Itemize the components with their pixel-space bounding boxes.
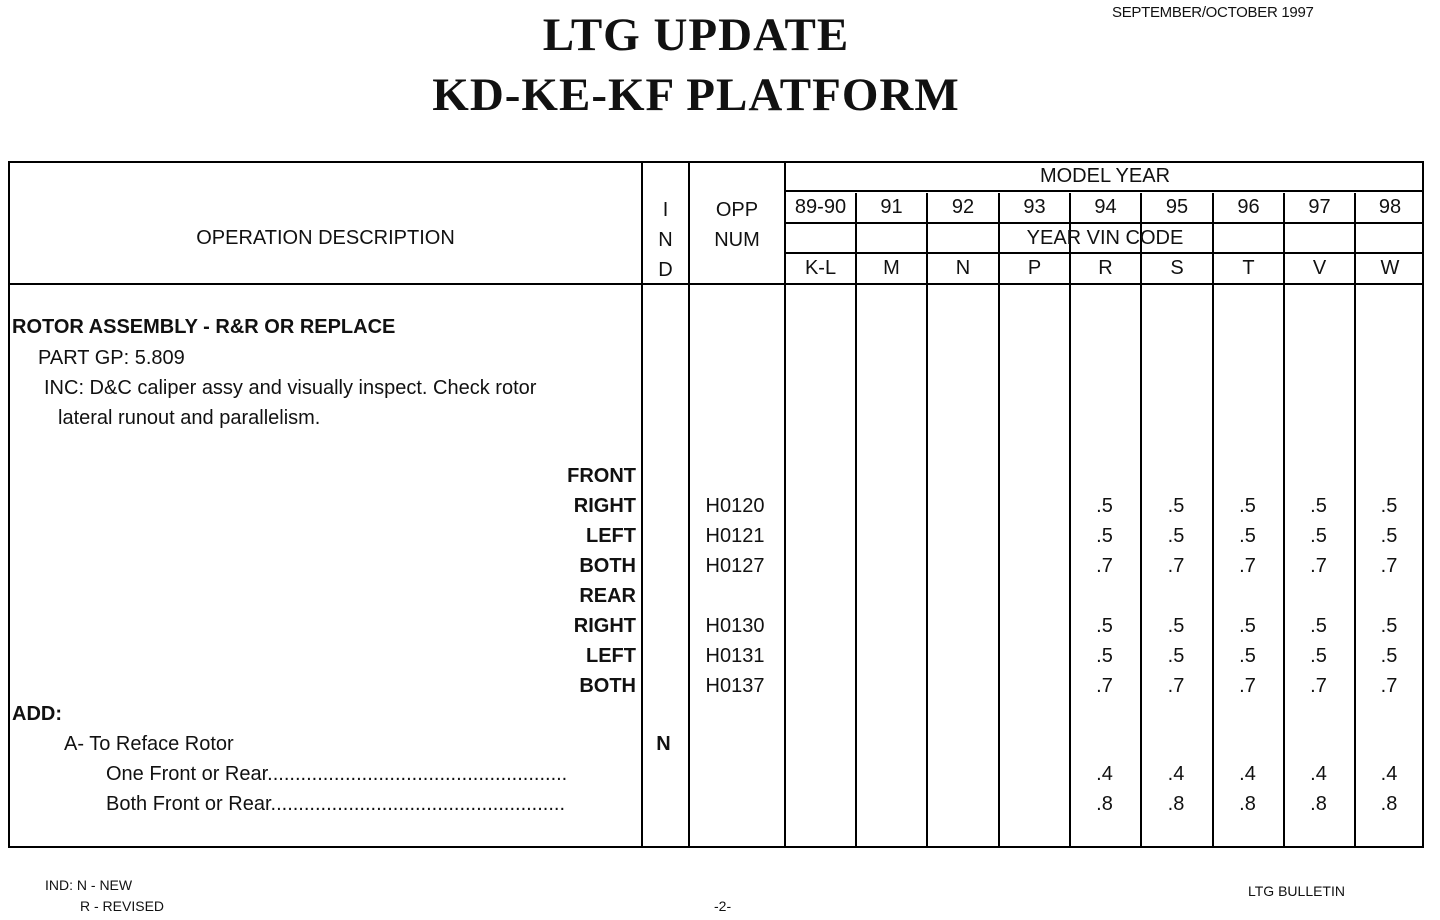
- vin-code-4: R: [1098, 257, 1113, 279]
- labor-time-value: .5: [1167, 645, 1185, 667]
- add-both-front-or-rear: Both Front or Rear.....................................................: [106, 793, 566, 815]
- header-opp: OPP: [715, 199, 759, 221]
- header-num: NUM: [714, 229, 760, 251]
- operation-number: H0121: [705, 525, 765, 547]
- labor-time-value: .5: [1380, 615, 1398, 637]
- add-labor-time-value: .4: [1310, 763, 1327, 785]
- header-operation-description: OPERATION DESCRIPTION: [196, 227, 455, 249]
- header-model-year: MODEL YEAR: [1039, 165, 1171, 187]
- vin-code-3: P: [1027, 257, 1042, 279]
- header-ind-n: N: [658, 229, 673, 251]
- operation-number: H0130: [705, 615, 765, 637]
- row-divider: [784, 222, 1424, 224]
- vin-code-6: T: [1242, 257, 1255, 279]
- model-year-8: 98: [1378, 196, 1402, 218]
- header-bottom-divider: [10, 283, 1424, 285]
- operation-number: H0127: [705, 555, 765, 577]
- vin-code-8: W: [1380, 257, 1400, 279]
- operation-number: H0131: [705, 645, 765, 667]
- model-year-3: 93: [1023, 196, 1046, 218]
- labor-time-value: .5: [1310, 615, 1327, 637]
- page-title: LTG UPDATE: [542, 9, 850, 61]
- labor-time-value: .5: [1096, 645, 1113, 667]
- operation-number: H0120: [705, 495, 765, 517]
- label-rear: REAR: [579, 585, 636, 607]
- operation-label: RIGHT: [573, 615, 636, 637]
- labor-time-value: .7: [1167, 675, 1185, 697]
- vin-code-0: K-L: [804, 257, 837, 279]
- operation-label: BOTH: [579, 555, 636, 577]
- includes-line-1: INC: D&C caliper assy and visually inspect. Check rotor: [44, 377, 537, 399]
- model-year-0: 89-90: [794, 196, 847, 218]
- labor-time-value: .5: [1310, 495, 1327, 517]
- add-reface-rotor: A- To Reface Rotor: [64, 733, 234, 755]
- model-year-1: 91: [880, 196, 903, 218]
- labor-time-value: .7: [1310, 675, 1327, 697]
- row-divider: [784, 190, 1424, 192]
- bulletin-date: SEPTEMBER/OCTOBER 1997: [1112, 4, 1314, 21]
- labor-time-value: .5: [1239, 525, 1256, 547]
- labor-time-value: .5: [1167, 495, 1185, 517]
- part-group: PART GP: 5.809: [38, 347, 185, 369]
- col-divider: [1212, 193, 1214, 848]
- labor-time-value: .7: [1239, 555, 1256, 577]
- add-labor-time-value: .8: [1167, 793, 1185, 815]
- labor-time-value: .5: [1380, 525, 1398, 547]
- labor-time-value: .5: [1310, 525, 1327, 547]
- labor-time-value: .5: [1239, 645, 1256, 667]
- labor-time-value: .5: [1167, 525, 1185, 547]
- model-year-5: 95: [1165, 196, 1189, 218]
- col-divider: [1283, 193, 1285, 848]
- operation-label: LEFT: [586, 645, 636, 667]
- model-year-4: 94: [1094, 196, 1117, 218]
- add-labor-time-value: .4: [1380, 763, 1398, 785]
- page-subtitle: KD-KE-KF PLATFORM: [432, 69, 960, 121]
- footer-ind-new: IND: N - NEW: [45, 877, 133, 893]
- row-divider: [784, 252, 1424, 254]
- add-labor-time-value: .8: [1310, 793, 1327, 815]
- operation-label: LEFT: [586, 525, 636, 547]
- header-ind-i: I: [662, 199, 669, 221]
- labor-time-value: .5: [1239, 615, 1256, 637]
- col-divider: [926, 193, 928, 848]
- col-divider: [1354, 193, 1356, 848]
- labor-time-value: .5: [1310, 645, 1327, 667]
- labor-time-value: .7: [1239, 675, 1256, 697]
- labor-time-value: .7: [1380, 555, 1398, 577]
- section-title: ROTOR ASSEMBLY - R&R OR REPLACE: [12, 316, 396, 338]
- add-labor-time-value: .4: [1096, 763, 1113, 785]
- operation-label: BOTH: [579, 675, 636, 697]
- labor-time-value: .7: [1167, 555, 1185, 577]
- col-divider: [998, 193, 1000, 848]
- label-add: ADD:: [12, 703, 62, 725]
- label-front: FRONT: [567, 465, 636, 487]
- model-year-7: 97: [1308, 196, 1331, 218]
- labor-time-value: .7: [1096, 555, 1113, 577]
- col-divider: [1069, 193, 1071, 848]
- add-labor-time-value: .4: [1167, 763, 1185, 785]
- labor-time-value: .7: [1096, 675, 1113, 697]
- vin-code-2: N: [955, 257, 971, 279]
- model-year-2: 92: [951, 196, 975, 218]
- vin-code-7: V: [1312, 257, 1327, 279]
- header-ind-d: D: [658, 259, 673, 281]
- labor-time-value: .5: [1096, 495, 1113, 517]
- labor-time-value: .5: [1096, 525, 1113, 547]
- footer-bulletin: LTG BULLETIN: [1248, 883, 1345, 899]
- model-year-6: 96: [1237, 196, 1260, 218]
- vin-code-1: M: [883, 257, 900, 279]
- col-divider: [1140, 193, 1142, 848]
- labor-time-value: .5: [1239, 495, 1256, 517]
- footer-ind-revised: R - REVISED: [80, 898, 165, 914]
- add-one-front-or-rear: One Front or Rear......................................................: [106, 763, 568, 785]
- labor-time-value: .7: [1310, 555, 1327, 577]
- col-divider: [855, 193, 857, 848]
- labor-time-value: .5: [1167, 615, 1185, 637]
- add-reface-ind: N: [656, 733, 671, 755]
- labor-time-value: .7: [1380, 675, 1398, 697]
- add-labor-time-value: .4: [1239, 763, 1256, 785]
- labor-time-value: .5: [1380, 495, 1398, 517]
- header-year-vin-code: YEAR VIN CODE: [1026, 227, 1184, 249]
- labor-time-value: .5: [1096, 615, 1113, 637]
- includes-line-2: lateral runout and parallelism.: [58, 407, 321, 429]
- footer-page-number: -2-: [714, 898, 732, 914]
- labor-time-value: .5: [1380, 645, 1398, 667]
- add-labor-time-value: .8: [1096, 793, 1113, 815]
- operation-label: RIGHT: [573, 495, 636, 517]
- vin-code-5: S: [1170, 257, 1184, 279]
- add-labor-time-value: .8: [1380, 793, 1398, 815]
- add-labor-time-value: .8: [1239, 793, 1256, 815]
- operation-number: H0137: [705, 675, 765, 697]
